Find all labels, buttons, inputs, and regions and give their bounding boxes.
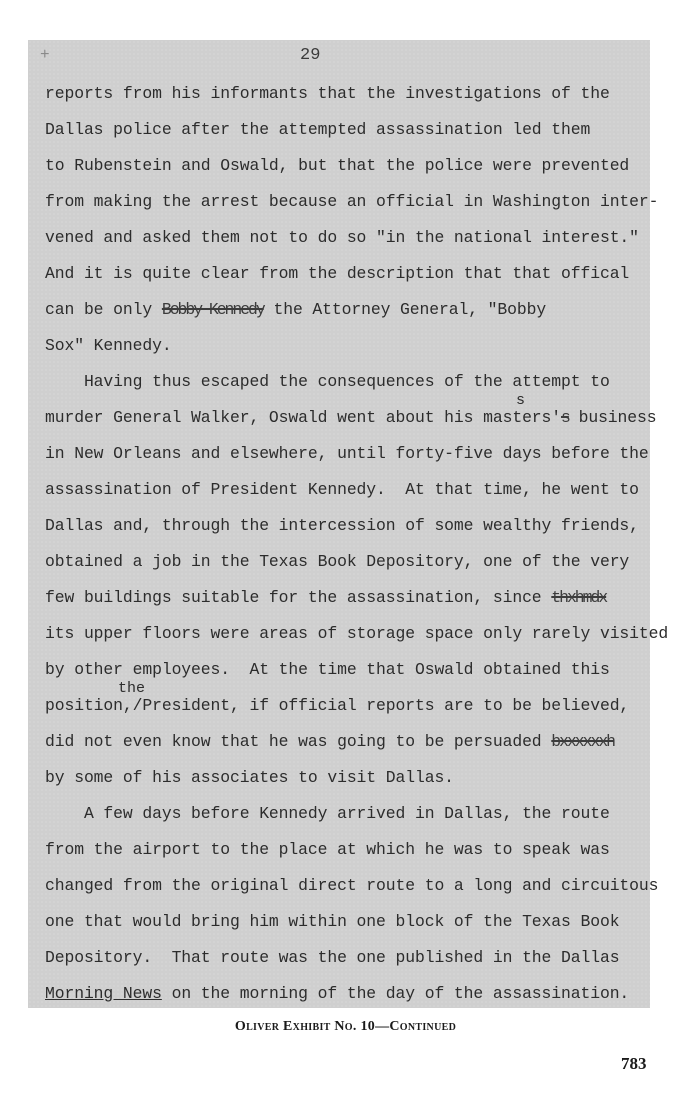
text-line-24: one that would bring him within one block of the Texas Book [45,912,620,931]
text-line-2: Dallas police after the attempted assassination led them [45,120,591,139]
text-line-19: did not even know that he was going to be persuaded bxxxxxxh [45,732,614,751]
text-line-22: from the airport to the place at which he was to speak was [45,840,610,859]
folio-number: 783 [621,1054,647,1073]
newspaper-title: Morning News [45,984,162,1003]
text-line-8: Sox" Kennedy. [45,336,172,355]
text-line-26: Morning News on the morning of the day of the assassination. [45,984,630,1003]
text-line-17: by other employees. At the time that Oswald obtained this [45,660,610,679]
page-number: 29 [300,46,321,65]
text-line-21: A few days before Kennedy arrived in Dallas, the route [45,804,610,823]
inserted-s: s [516,392,526,409]
struck-text-3: bxxxxxxh [551,732,614,751]
text-line-23: changed from the original direct route to a long and circuitous [45,876,659,895]
header-mark: + [40,46,50,64]
text-line-12: assassination of President Kennedy. At that time, he went to [45,480,639,499]
text-line-18: position,/President, if official reports are to be believed, [45,696,630,715]
text-line-4: from making the arrest because an official in Washington inter- [45,192,659,211]
exhibit-caption: Oliver Exhibit No. 10—Continued [234,1019,457,1034]
text-line-15: few buildings suitable for the assassination, since thxhmdx [45,588,607,607]
text-line-16: its upper floors were areas of storage space only rarely visited [45,624,669,643]
text-line-7: can be only Bobby Kennedy the Attorney General, "Bobby [45,300,547,319]
text-line-14: obtained a job in the Texas Book Depository, one of the very [45,552,630,571]
inserted-the: the [118,680,146,697]
text-line-10: murder General Walker, Oswald went about his masters's business [45,408,657,427]
text-line-1: reports from his informants that the investigations of the [45,84,610,103]
struck-text-2: thxhmdx [551,588,607,607]
struck-s: s [561,408,569,427]
text-line-13: Dallas and, through the intercession of some wealthy friends, [45,516,639,535]
text-line-3: to Rubenstein and Oswald, but that the police were prevented [45,156,630,175]
text-line-25: Depository. That route was the one published in the Dallas [45,948,620,967]
text-line-20: by some of his associates to visit Dallas. [45,768,454,787]
text-line-11: in New Orleans and elsewhere, until forty-five days before the [45,444,649,463]
text-line-5: vened and asked them not to do so "in the national interest." [45,228,639,247]
struck-text-1: Bobby Kennedy [161,300,264,319]
text-line-6: And it is quite clear from the description that that offical [45,264,630,283]
text-line-9: Having thus escaped the consequences of the attempt to [45,372,610,391]
